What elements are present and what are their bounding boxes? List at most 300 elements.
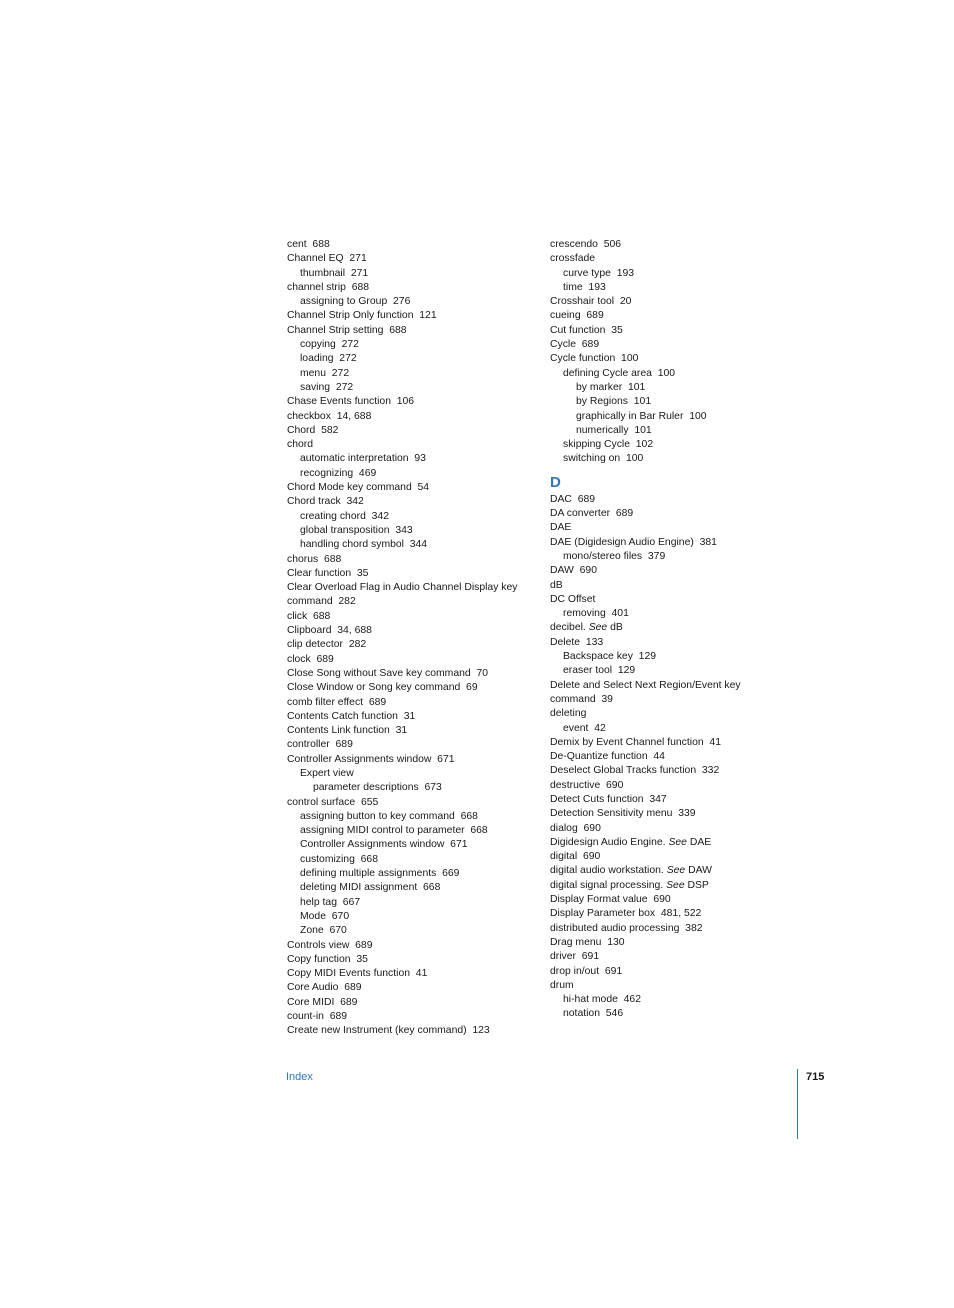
- index-entry: [287, 781, 537, 795]
- index-entry: [287, 367, 537, 381]
- index-term: cent: [287, 239, 307, 250]
- index-term: thumbnail: [300, 267, 346, 279]
- index-term: click: [287, 610, 308, 622]
- index-term: Deselect Global Tracks function: [550, 765, 697, 777]
- index-entry: [550, 807, 800, 821]
- index-pages: 271: [349, 253, 367, 265]
- index-entry: [550, 381, 800, 395]
- index-term: Create new Instrument (key command): [287, 1025, 467, 1037]
- see-reference-target: DSP: [687, 879, 709, 891]
- index-pages: 668: [360, 853, 378, 865]
- index-pages: 668: [460, 810, 478, 822]
- index-pages: 689: [368, 696, 387, 708]
- index-pages: 69: [466, 682, 478, 694]
- index-term: deleting MIDI assignment: [300, 882, 418, 894]
- index-pages: 469: [358, 467, 377, 479]
- index-term: Contents Link function: [287, 725, 390, 737]
- index-term: Zone: [300, 925, 324, 937]
- index-term: event: [563, 722, 589, 734]
- index-term: notation: [563, 1008, 600, 1020]
- index-term: handling chord symbol: [300, 539, 404, 551]
- index-pages: 690: [582, 851, 601, 863]
- index-term: controller: [287, 739, 330, 751]
- index-pages: 670: [329, 925, 347, 937]
- index-term: Cycle: [550, 339, 576, 351]
- index-entry: [287, 624, 537, 638]
- index-term: channel strip: [287, 281, 346, 293]
- index-entry: [550, 636, 800, 650]
- index-term: Chase Events function: [287, 396, 391, 408]
- index-column-right: [550, 238, 800, 1022]
- index-pages: 129: [638, 651, 657, 663]
- index-term: Backspace key: [563, 651, 633, 663]
- index-term: comb filter effect: [287, 696, 364, 708]
- index-entry: [287, 281, 537, 295]
- index-entry: [287, 538, 537, 552]
- index-pages: 669: [442, 868, 460, 880]
- index-entry: [550, 352, 800, 366]
- index-term: Chord: [287, 424, 316, 436]
- index-term: parameter descriptions: [313, 782, 419, 794]
- index-entry: [287, 595, 537, 609]
- index-entry: [550, 395, 800, 409]
- index-pages: 690: [579, 565, 597, 577]
- index-term: clock: [287, 653, 311, 665]
- index-entry: [550, 836, 800, 850]
- index-entry: [287, 395, 537, 409]
- index-pages: 667: [342, 896, 361, 908]
- index-term: Close Song without Save key command: [287, 667, 471, 679]
- index-term: Detect Cuts function: [550, 793, 644, 805]
- index-entry: [550, 252, 800, 266]
- index-pages: 342: [346, 496, 364, 508]
- index-entry: [287, 510, 537, 524]
- index-pages: 671: [450, 839, 468, 851]
- index-pages: 481, 522: [660, 908, 702, 920]
- index-entry: [550, 338, 800, 352]
- index-entry: [287, 896, 537, 910]
- index-pages: 339: [678, 808, 696, 820]
- index-pages: 35: [356, 567, 369, 579]
- index-entry: [287, 1010, 537, 1024]
- index-pages: 130: [607, 936, 625, 948]
- index-entry: [287, 467, 537, 481]
- index-term: Crosshair tool: [550, 296, 615, 308]
- index-pages: 688: [323, 553, 342, 565]
- index-pages: 41: [415, 968, 428, 980]
- index-term: digital: [550, 851, 578, 863]
- index-pages: 121: [419, 310, 437, 322]
- index-term: Core Audio: [287, 982, 339, 994]
- index-term: Contents Catch function: [287, 710, 398, 722]
- index-pages: 689: [586, 310, 604, 322]
- index-entry: [550, 965, 800, 979]
- index-pages: 671: [437, 753, 455, 765]
- index-entry: [550, 722, 800, 736]
- index-pages: 655: [360, 796, 379, 808]
- index-term: graphically in Bar Ruler: [576, 410, 684, 422]
- index-pages: 688: [312, 610, 331, 622]
- index-entry: [550, 309, 800, 323]
- index-term: Expert view: [300, 767, 354, 779]
- index-term: Detection Sensitivity menu: [550, 808, 673, 820]
- index-term: Display Format value: [550, 894, 648, 906]
- index-pages: 123: [472, 1025, 490, 1037]
- index-entry: [287, 610, 537, 624]
- index-pages: 690: [583, 822, 601, 834]
- index-entry: [287, 352, 537, 366]
- index-entry: [550, 664, 800, 678]
- index-entry: [287, 238, 537, 252]
- index-term: curve type: [563, 267, 611, 279]
- index-entry: [287, 581, 537, 595]
- index-entry: [550, 607, 800, 621]
- index-term: Controls view: [287, 939, 350, 951]
- index-term: creating chord: [300, 510, 366, 522]
- index-term: defining multiple assignments: [300, 868, 437, 880]
- footer-section-label: Index: [286, 1071, 313, 1083]
- index-pages: 689: [335, 739, 353, 751]
- index-term: DAW: [550, 565, 574, 577]
- index-term: Digidesign Audio Engine.: [550, 836, 666, 848]
- index-pages: 688: [351, 281, 370, 293]
- index-term: destructive: [550, 779, 601, 791]
- index-entry: [287, 724, 537, 738]
- index-entry: [550, 579, 800, 593]
- index-entry: [550, 907, 800, 921]
- index-pages: 462: [623, 994, 641, 1006]
- index-term: Channel EQ: [287, 253, 344, 265]
- index-entry: [287, 324, 537, 338]
- index-entry: [550, 324, 800, 338]
- index-term: Chord Mode key command: [287, 482, 412, 494]
- page-number: 715: [806, 1071, 825, 1083]
- index-pages: 272: [331, 367, 350, 379]
- see-reference-target: dB: [610, 622, 623, 634]
- index-term: Mode: [300, 910, 326, 922]
- index-pages: 691: [581, 951, 600, 963]
- index-pages: 35: [356, 953, 368, 965]
- index-entry: [287, 867, 537, 881]
- index-term: numerically: [576, 424, 629, 436]
- index-pages: 54: [417, 482, 430, 494]
- index-pages: 106: [396, 396, 415, 408]
- index-term: Core MIDI: [287, 996, 335, 1008]
- index-entry: [287, 710, 537, 724]
- index-entry: [287, 810, 537, 824]
- index-pages: 276: [393, 296, 411, 308]
- see-reference-label: See: [588, 622, 608, 634]
- index-pages: 382: [685, 922, 703, 934]
- index-term: Channel Strip setting: [287, 324, 384, 336]
- index-term: Copy MIDI Events function: [287, 968, 411, 980]
- index-entry: [287, 681, 537, 695]
- footer-vertical-rule: [797, 1069, 798, 1139]
- index-term: Close Window or Song key command: [287, 682, 461, 694]
- index-pages: 271: [350, 267, 369, 279]
- index-pages: 282: [348, 639, 367, 651]
- index-entry: [287, 738, 537, 752]
- index-entry: [287, 338, 537, 352]
- index-entry: [550, 993, 800, 1007]
- index-pages: 347: [649, 793, 667, 805]
- index-pages: 668: [470, 825, 488, 837]
- index-pages: 272: [339, 353, 357, 365]
- index-pages: 44: [653, 751, 665, 763]
- index-pages: 582: [321, 424, 339, 436]
- index-list-d: [550, 493, 800, 1022]
- index-term: clip detector: [287, 639, 344, 651]
- index-pages: 691: [604, 965, 623, 977]
- index-term: Demix by Event Channel function: [550, 736, 704, 748]
- index-term: automatic interpretation: [300, 453, 409, 465]
- index-entry: [287, 567, 537, 581]
- index-term: saving: [300, 381, 331, 393]
- index-entry: [550, 679, 800, 693]
- index-pages: 20: [619, 296, 632, 308]
- index-term: DA converter: [550, 508, 611, 520]
- index-entry: [550, 822, 800, 836]
- index-entry: [550, 438, 800, 452]
- index-pages: 673: [424, 782, 442, 794]
- index-pages: 689: [329, 1011, 348, 1023]
- index-term: loading: [300, 353, 334, 365]
- index-pages: 332: [701, 765, 720, 777]
- index-pages: 133: [585, 636, 604, 648]
- index-entry: [550, 793, 800, 807]
- index-term: digital audio workstation.: [550, 865, 664, 877]
- index-term: checkbox: [287, 410, 331, 422]
- index-pages: 689: [355, 939, 373, 951]
- index-term: De-Quantize function: [550, 751, 648, 763]
- index-pages: 342: [371, 510, 389, 522]
- index-pages: 193: [616, 267, 635, 279]
- index-entry: [550, 979, 800, 993]
- index-pages: 39: [601, 693, 613, 705]
- index-entry: [550, 922, 800, 936]
- index-pages: 193: [588, 281, 606, 293]
- index-entry: [550, 864, 800, 878]
- index-entry: [550, 295, 800, 309]
- index-term: Display Parameter box: [550, 908, 656, 920]
- index-entry: [287, 667, 537, 681]
- index-term: copying: [300, 339, 336, 351]
- index-term: Channel Strip Only function: [287, 310, 414, 322]
- index-entry: [287, 824, 537, 838]
- index-term: DC Offset: [550, 593, 596, 605]
- index-entry: [550, 779, 800, 793]
- index-term: Cycle function: [550, 353, 616, 365]
- index-term: Cut function: [550, 324, 606, 336]
- index-pages: 343: [395, 524, 413, 536]
- index-entry: [550, 452, 800, 466]
- index-entry: [550, 893, 800, 907]
- index-pages: 93: [414, 453, 426, 465]
- index-term: chorus: [287, 553, 319, 565]
- index-term: command: [550, 693, 596, 705]
- index-entry: [287, 767, 537, 781]
- index-pages: 100: [689, 410, 707, 422]
- index-entry: [287, 753, 537, 767]
- index-pages: 31: [403, 710, 416, 722]
- index-entry: [550, 424, 800, 438]
- index-entry: [287, 452, 537, 466]
- index-pages: 688: [312, 239, 330, 250]
- index-entry: [287, 495, 537, 509]
- index-entry: [287, 881, 537, 895]
- index-entry: [550, 593, 800, 607]
- index-entry: [550, 536, 800, 550]
- index-pages: 41: [709, 736, 721, 748]
- index-term: global transposition: [300, 524, 390, 536]
- index-entry: [550, 950, 800, 964]
- index-pages: 689: [577, 493, 596, 505]
- index-entry: [287, 796, 537, 810]
- index-term: by Regions: [576, 396, 628, 408]
- index-term: dB: [550, 579, 563, 591]
- index-term: removing: [563, 608, 606, 620]
- index-entry: [287, 910, 537, 924]
- index-entry: [287, 953, 537, 967]
- index-entry: [287, 524, 537, 538]
- index-entry: [287, 424, 537, 438]
- index-term: crossfade: [550, 253, 596, 265]
- index-entry: [287, 653, 537, 667]
- index-pages: 668: [423, 882, 441, 894]
- index-term: assigning MIDI control to parameter: [300, 825, 465, 837]
- index-entry: [287, 838, 537, 852]
- index-pages: 688: [389, 324, 407, 336]
- index-column-left: [287, 238, 537, 1039]
- index-entry: [287, 553, 537, 567]
- index-pages: 344: [409, 539, 428, 551]
- index-pages: 129: [617, 665, 636, 677]
- index-entry: [287, 996, 537, 1010]
- index-term: switching on: [563, 453, 621, 465]
- index-entry: [550, 764, 800, 778]
- index-entry: [287, 924, 537, 938]
- index-entry: [287, 967, 537, 981]
- index-entry: [287, 438, 537, 452]
- index-entry: [550, 521, 800, 535]
- index-pages: 100: [625, 453, 644, 465]
- index-pages: 689: [340, 996, 358, 1008]
- index-pages: 272: [341, 339, 359, 351]
- index-term: Delete: [550, 636, 581, 648]
- index-term: DAC: [550, 493, 572, 505]
- index-pages: 379: [647, 550, 666, 562]
- index-term: Drag menu: [550, 936, 602, 948]
- index-term: driver: [550, 951, 576, 963]
- index-term: help tag: [300, 896, 337, 908]
- index-term: Controller Assignments window: [287, 753, 432, 765]
- index-term: drum: [550, 979, 574, 991]
- index-entry: [550, 879, 800, 893]
- index-entry: [550, 1007, 800, 1021]
- index-term: Clear Overload Flag in Audio Channel Display key: [287, 582, 518, 594]
- index-entry: [287, 939, 537, 953]
- index-term: digital signal processing.: [550, 879, 664, 891]
- index-term: eraser tool: [563, 665, 613, 677]
- see-reference-label: See: [668, 836, 687, 848]
- index-entry: [550, 367, 800, 381]
- index-pages: 101: [634, 424, 652, 436]
- index-entry: [287, 252, 537, 266]
- index-list-c: [550, 238, 800, 467]
- index-term: command: [287, 596, 333, 608]
- index-pages: 670: [331, 910, 350, 922]
- index-pages: 101: [633, 396, 652, 408]
- index-term: mono/stereo files: [563, 550, 643, 562]
- index-entry: [550, 238, 800, 252]
- index-entry: [287, 410, 537, 424]
- index-term: count-in: [287, 1011, 324, 1023]
- index-pages: 70: [476, 667, 489, 679]
- index-entry: [287, 309, 537, 323]
- index-pages: 689: [615, 508, 634, 520]
- index-term: Copy function: [287, 953, 351, 965]
- index-entry: [550, 850, 800, 864]
- index-term: distributed audio processing: [550, 922, 680, 934]
- index-pages: 14, 688: [336, 410, 372, 422]
- index-entry: [550, 564, 800, 578]
- index-entry: [550, 507, 800, 521]
- index-pages: 35: [611, 324, 623, 336]
- see-reference-label: See: [666, 879, 685, 891]
- index-pages: 42: [594, 722, 606, 734]
- index-entry: [287, 696, 537, 710]
- index-entry: [550, 693, 800, 707]
- index-pages: 401: [611, 608, 629, 620]
- index-entry: [287, 481, 537, 495]
- index-term: crescendo: [550, 239, 598, 250]
- index-entry: [550, 736, 800, 750]
- index-term: customizing: [300, 853, 355, 865]
- index-term: cueing: [550, 310, 581, 322]
- index-term: Controller Assignments window: [300, 839, 445, 851]
- index-pages: 689: [316, 653, 334, 665]
- index-term: skipping Cycle: [563, 439, 630, 451]
- index-entry: [287, 853, 537, 867]
- index-term: chord: [287, 439, 313, 451]
- see-reference-label: See: [666, 865, 686, 877]
- index-term: recognizing: [300, 467, 354, 479]
- index-term: Chord track: [287, 496, 341, 508]
- index-term: deleting: [550, 708, 587, 720]
- index-pages: 34, 688: [337, 625, 372, 637]
- index-pages: 100: [657, 367, 676, 379]
- index-term: hi-hat mode: [563, 994, 618, 1006]
- index-term: defining Cycle area: [563, 367, 652, 379]
- see-reference-target: DAE: [689, 836, 712, 848]
- index-entry: [550, 493, 800, 507]
- index-entry: [550, 650, 800, 664]
- index-entry: [550, 621, 800, 635]
- index-term: control surface: [287, 796, 356, 808]
- index-term: menu: [300, 367, 326, 379]
- index-term: by marker: [576, 381, 623, 393]
- index-term: Delete and Select Next Region/Event key: [550, 679, 741, 691]
- index-entry: [550, 707, 800, 721]
- index-pages: 100: [621, 353, 639, 365]
- index-term: DAE (Digidesign Audio Engine): [550, 536, 694, 548]
- index-term: assigning to Group: [300, 296, 388, 308]
- index-term: drop in/out: [550, 965, 600, 977]
- index-entry: [287, 1024, 537, 1038]
- see-reference-target: DAW: [688, 865, 712, 877]
- index-pages: 31: [395, 725, 408, 737]
- index-entry: [550, 550, 800, 564]
